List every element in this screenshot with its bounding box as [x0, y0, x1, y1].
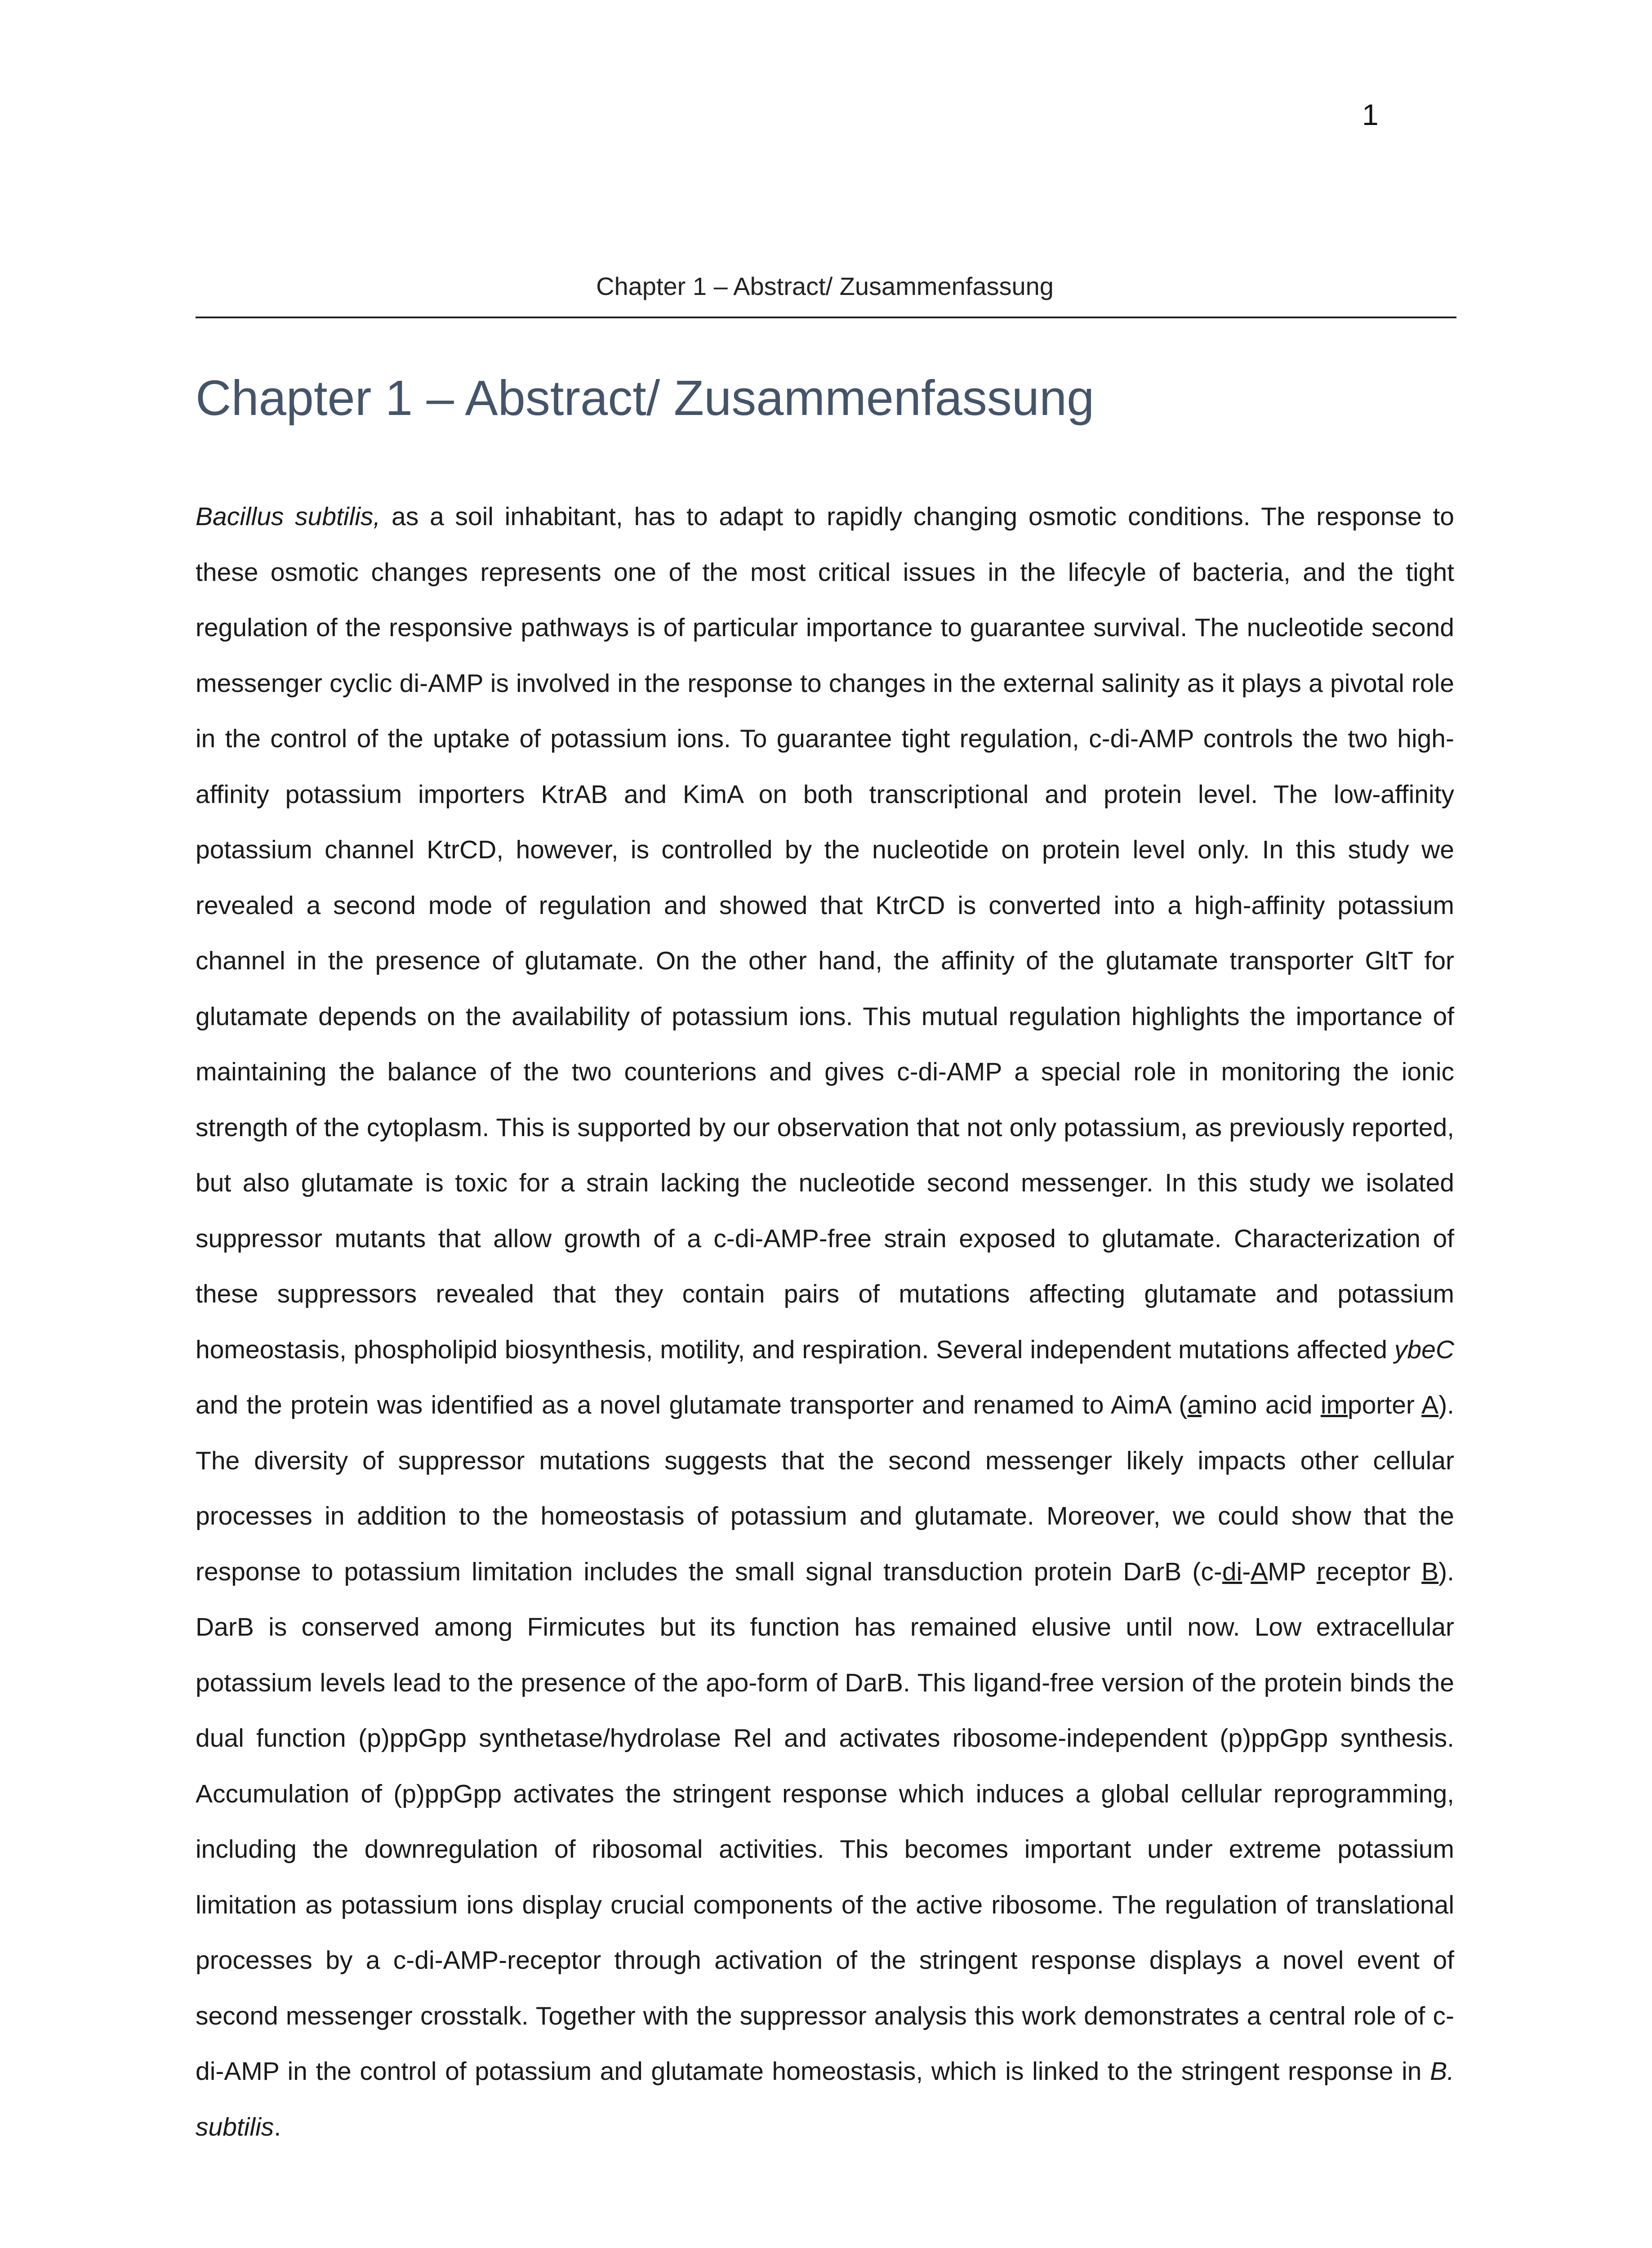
abstract-text: - [1242, 1557, 1251, 1586]
abstract-text: porter [1348, 1391, 1422, 1419]
running-header: Chapter 1 – Abstract/ Zusammenfassung [596, 272, 1054, 300]
abstract-text: and the protein was identified as a novel glutamate transporter and renamed to AimA ( [196, 1391, 1188, 1419]
abstract-paragraph [196, 489, 1454, 2155]
gene-name: ybeC [1394, 1335, 1454, 1364]
abstract-text: ). DarB is conserved among Firmicutes but its function has remained elusive until now. Low extracellular potassium levels lead to the presence of the apo-form of DarB. This ligand-free version of the protein binds the dual function (p)ppGpp synthetase/hydrolase Rel and activates ribosome-independent (p)ppGpp synthesis. Accumulation of (p)ppGpp activates the stringent response which induces a global cellular reprogramming, including the downregulation of ribosomal activities. This becomes important under extreme potassium limitation as potassium ions display crucial components of the active ribosome. The regulation of translational processes by a c-di-AMP-receptor through activation of the stringent response displays a novel event of second messenger crosstalk. Together with the suppressor analysis this work demonstrates a central role of c-di-AMP in the control of potassium and glutamate homeostasis, which is linked to the stringent response in [196, 1557, 1454, 2086]
acronym-letter: im [1320, 1391, 1348, 1419]
abstract-text: . [274, 2112, 281, 2141]
abstract-text: mino acid [1201, 1391, 1321, 1419]
acronym-letter: B [1421, 1557, 1439, 1586]
abstract-text: as a soil inhabitant, has to adapt to rapidly changing osmotic conditions. The response to these osmotic changes represents one of the most critical issues in the lifecyle of bacteria, and the tight regulation of the responsive pathways is of particular importance to guarantee survival. The nucleotide second messenger cyclic di-AMP is involved in the response to changes in the external salinity as it plays a pivotal role in the control of the uptake of potassium ions. To guarantee tight regulation, c-di-AMP controls the two high-affinity potassium importers KtrAB and KimA on both transcriptional and protein level. The low-affinity potassium channel KtrCD, however, is controlled by the nucleotide on protein level only. In this study we revealed a second mode of regulation and showed that KtrCD is converted into a high-affinity potassium channel in the presence of glutamate. On the other hand, the affinity of the glutamate transporter GltT for glutamate depends on the availability of potassium ions. This mutual regulation highlights the importance of maintaining the balance of the two counterions and gives c-di-AMP a special role in monitoring the ionic strength of the cytoplasm. This is supported by our observation that not only potassium, as previously reported, but also glutamate is toxic for a strain lacking the nucleotide second messenger. In this study we isolated suppressor mutants that allow growth of a c-di-AMP-free strain exposed to glutamate. Characterization of these suppressors revealed that they contain pairs of mutations affecting glutamate and potassium homeostasis, phospholipid biosynthesis, motility, and respiration. Several independent mutations affected [196, 502, 1454, 1364]
acronym-letter: A [1251, 1557, 1268, 1586]
page-number: 1 [1362, 98, 1379, 131]
abstract-text: MP [1268, 1557, 1317, 1586]
species-name: B. subtilis [196, 2057, 1454, 2141]
acronym-letter: A [1421, 1391, 1439, 1419]
acronym-letter: di [1222, 1557, 1242, 1586]
species-name: Bacillus subtilis, [196, 502, 381, 531]
chapter-title: Chapter 1 – Abstract/ Zusammenfassung [196, 370, 1095, 426]
header-rule [196, 317, 1456, 318]
abstract-text: eceptor [1325, 1557, 1422, 1586]
acronym-letter: r [1316, 1557, 1325, 1586]
acronym-letter: a [1187, 1391, 1202, 1419]
abstract-text: ). The diversity of suppressor mutations suggests that the second messenger likely impacts other cellular processes in addition to the homeostasis of potassium and glutamate. Moreover, we could show that the response to potassium limitation includes the small signal transduction protein DarB (c- [196, 1391, 1455, 1586]
